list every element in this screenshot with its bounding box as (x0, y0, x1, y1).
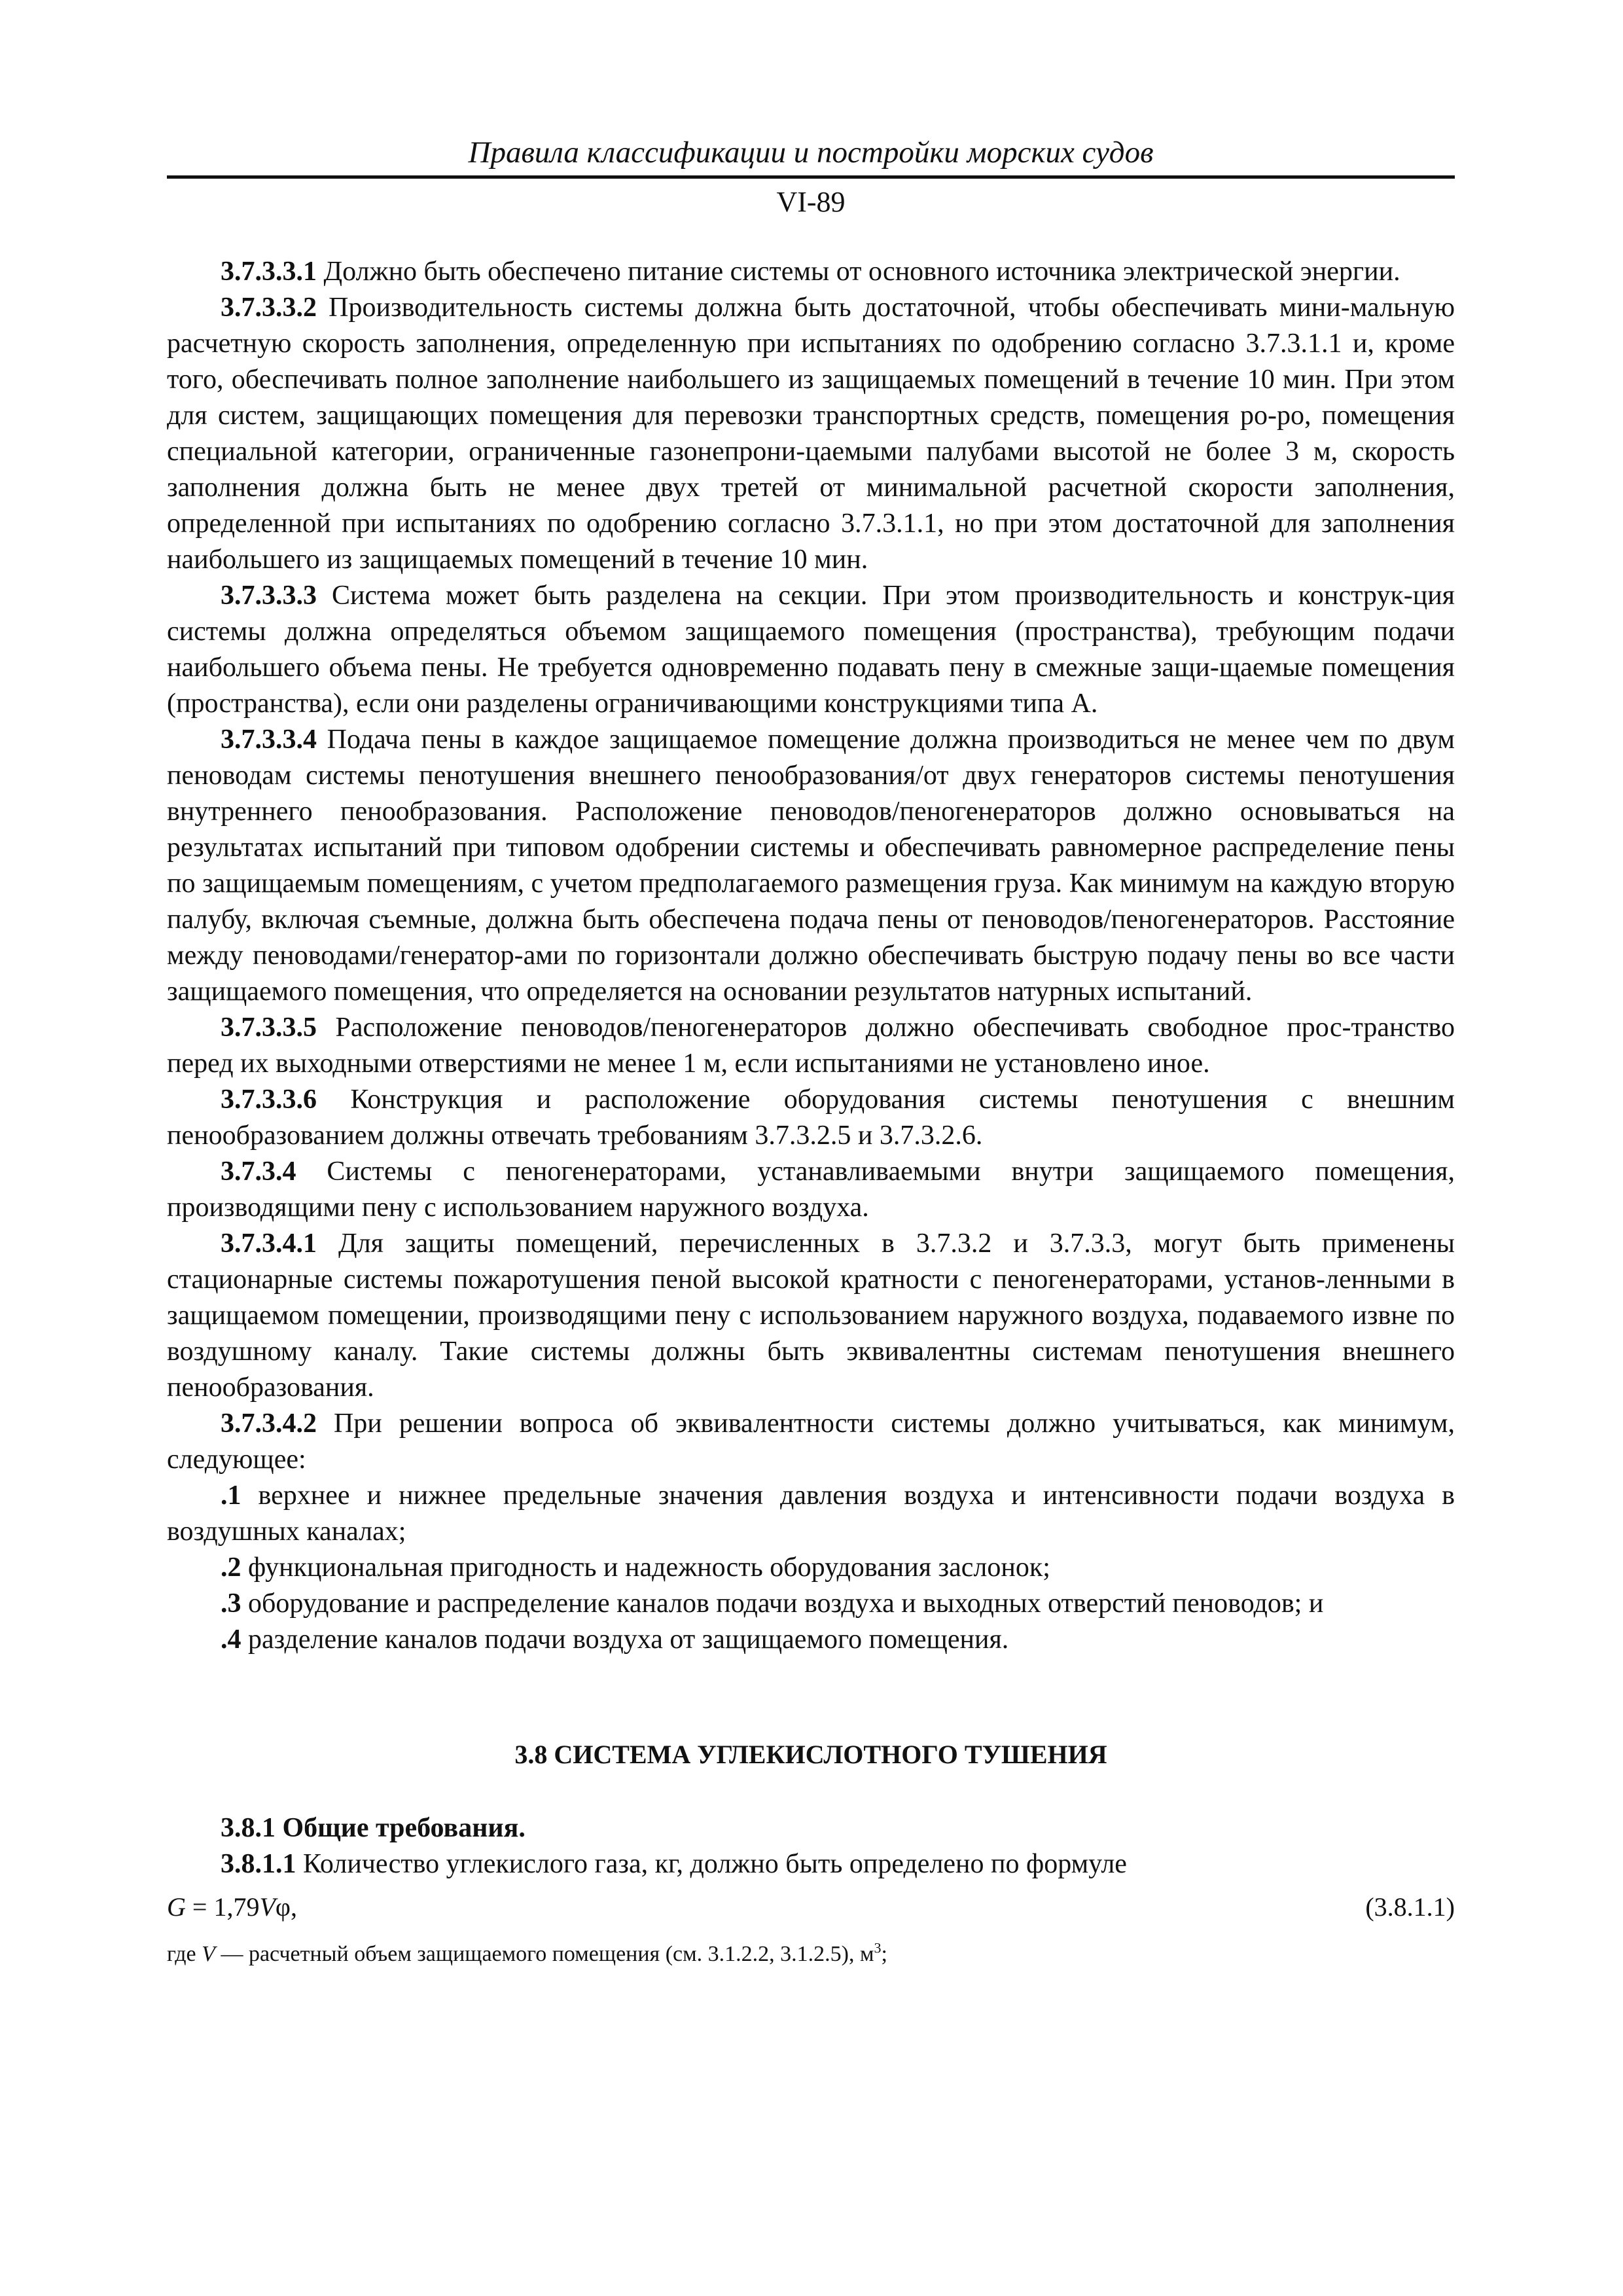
paragraph-text: Подача пены в каждое защищаемое помещение должна производиться не менее чем по двум пеноводам системы пенотушения внешнего пенообразования/от двух генераторов системы пенотушения внутреннего пенообразования. Расположение пеноводов/пеногенераторов должно основываться на результатах испытаний при типовом одобрении системы и обеспечивать равномерное распределение пены по защищаемым помещениям, с учетом предполагаемого размещения груза. Как минимум на каждую вторую палубу, включая съемные, должна быть обеспечена подача пены от пеноводов/пеногенераторов. Расстояние между пеноводами/генератор-ами по горизонтали должно обеспечивать быструю подачу пены во все части защищаемого помещения, что определяется на основании результатов натурных испытаний. (167, 725, 1455, 1007)
subsection-title: 3.8.1 Общие требования. (221, 1813, 526, 1843)
section-title: 3.8 СИСТЕМА УГЛЕКИСЛОТНОГО ТУШЕНИЯ (514, 1740, 1107, 1769)
paragraph-text: Системы с пеногенераторами, устанавливаемыми внутри защищаемого помещения, производящими пену с использованием наружного воздуха. (167, 1157, 1455, 1223)
paragraph-3-7-3-4-2 (167, 1406, 1455, 1478)
formula (167, 1890, 297, 1924)
paragraph-number: 3.7.3.3.4 (221, 725, 317, 755)
paragraph-text: Расположение пеноводов/пеногенераторов должно обеспечивать свободное прос-транство перед их выходными отверстиями не менее 1 м, если испытаниями не установлено иное. (167, 1013, 1455, 1079)
formula-row (167, 1890, 1455, 1924)
paragraph-text: Производительность системы должна быть достаточной, чтобы обеспечивать мини-мальную расчетную скорость заполнения, определенную при испытаниях по одобрению согласно 3.7.3.1.1 и, кроме того, обеспечивать полное заполнение наибольшего из защищаемых помещений в течение 10 мин. При этом для систем, защищающих помещения для перевозки транспортных средств, помещения ро-ро, помещения специальной категории, ограниченные газонепрони-цаемыми палубами высотой не более 3 м, скорость заполнения должна быть не менее двух третей от минимальной расчетной скорости заполнения, определенной при испытаниях по одобрению согласно 3.7.3.1.1, но при этом достаточной для заполнения наибольшего из защищаемых помещений в течение 10 мин. (167, 293, 1455, 575)
paragraph-3-7-3-3-4 (167, 722, 1455, 1010)
paragraph-number: 3.7.3.3.5 (221, 1013, 317, 1043)
formula-legend (167, 1939, 1455, 1970)
paragraph-3-7-3-3-5 (167, 1010, 1455, 1082)
paragraph-number: 3.7.3.3.6 (221, 1085, 317, 1115)
running-title: Правила классификации и постройки морских судов (468, 135, 1154, 170)
formula-reference: (3.8.1.1) (1365, 1892, 1455, 1922)
list-item (167, 1586, 1455, 1622)
legend-variable: V (202, 1942, 215, 1966)
paragraph-number: 3.7.3.4.2 (221, 1408, 317, 1439)
paragraph-text: Количество углекислого газа, кг, должно быть определено по формуле (296, 1849, 1127, 1879)
list-item-number: .4 (221, 1624, 241, 1655)
paragraph-3-7-3-4 (167, 1154, 1455, 1226)
paragraph-3-7-3-3-3 (167, 578, 1455, 722)
list-item-text: разделение каналов подачи воздуха от защищаемого помещения. (241, 1624, 1009, 1655)
formula-variable-v: V (259, 1892, 276, 1922)
paragraph-3-7-3-3-1 (167, 254, 1455, 290)
legend-text: расчетный объем защищаемого помещения (см. 3.1.2.2, 3.1.2.5), м (248, 1942, 874, 1966)
paragraph-3-7-3-4-1 (167, 1226, 1455, 1406)
page-number: VI-89 (776, 186, 846, 218)
paragraph-text: При решении вопроса об эквивалентности системы должно учитываться, как минимум, следующее: (167, 1408, 1455, 1475)
legend-end: ; (881, 1942, 887, 1966)
paragraph-number: 3.7.3.4.1 (221, 1229, 317, 1259)
formula-equals: = 1,79 (185, 1892, 260, 1922)
formula-tail: φ, (275, 1892, 297, 1922)
legend-superscript: 3 (874, 1939, 882, 1956)
list-item (167, 1478, 1455, 1550)
paragraph-number: 3.8.1.1 (221, 1849, 296, 1879)
paragraph-text: Конструкция и расположение оборудования системы пенотушения с внешним пенообразованием должны отвечать требованиям 3.7.3.2.5 и 3.7.3.2.6. (167, 1085, 1455, 1151)
paragraph-3-8-1-1 (167, 1846, 1455, 1882)
paragraph-3-7-3-3-6 (167, 1082, 1455, 1154)
paragraph-number: 3.7.3.4 (221, 1157, 296, 1187)
paragraph-text: Должно быть обеспечено питание системы от основного источника электрической энергии. (317, 257, 1400, 287)
paragraph-text: Система может быть разделена на секции. При этом производительность и конструк-ция системы должна определяться объемом защищаемого помещения (пространства), требующим подачи наибольшего объема пены. Не требуется одновременно подавать пену в смежные защи-щаемые помещения (пространства), если они разделены ограничивающими конструкциями типа А. (167, 581, 1455, 719)
paragraph-text: Для защиты помещений, перечисленных в 3.7.3.2 и 3.7.3.3, могут быть применены стационарные системы пожаротушения пеной высокой кратности с пеногенераторами, установ-ленными в защищаемом помещении, производящими пену с использованием наружного воздуха, подаваемого извне по воздушному каналу. Такие системы должны быть эквивалентны системам пенотушения внешнего пенообразования. (167, 1229, 1455, 1403)
legend-dash: — (215, 1942, 249, 1966)
paragraph-number: 3.7.3.3.2 (221, 293, 317, 323)
paragraph-number: 3.7.3.3.1 (221, 257, 317, 287)
list-item-text: верхнее и нижнее предельные значения давления воздуха и интенсивности подачи воздуха в воздушных каналах; (167, 1480, 1455, 1547)
list-item-number: .1 (221, 1480, 241, 1511)
list-item-text: функциональная пригодность и надежность оборудования заслонок; (241, 1552, 1050, 1583)
legend-prefix: где (167, 1942, 202, 1966)
document-body (167, 254, 1455, 1970)
formula-variable-g: G (167, 1892, 186, 1922)
list-item-number: .2 (221, 1552, 241, 1583)
paragraph-number: 3.7.3.3.3 (221, 581, 317, 611)
header-rule (167, 175, 1455, 179)
paragraph-3-7-3-3-2 (167, 290, 1455, 578)
list-item (167, 1622, 1455, 1658)
list-item-text: оборудование и распределение каналов подачи воздуха и выходных отверстий пеноводов; и (241, 1588, 1324, 1619)
list-item (167, 1550, 1455, 1586)
list-item-number: .3 (221, 1588, 241, 1619)
